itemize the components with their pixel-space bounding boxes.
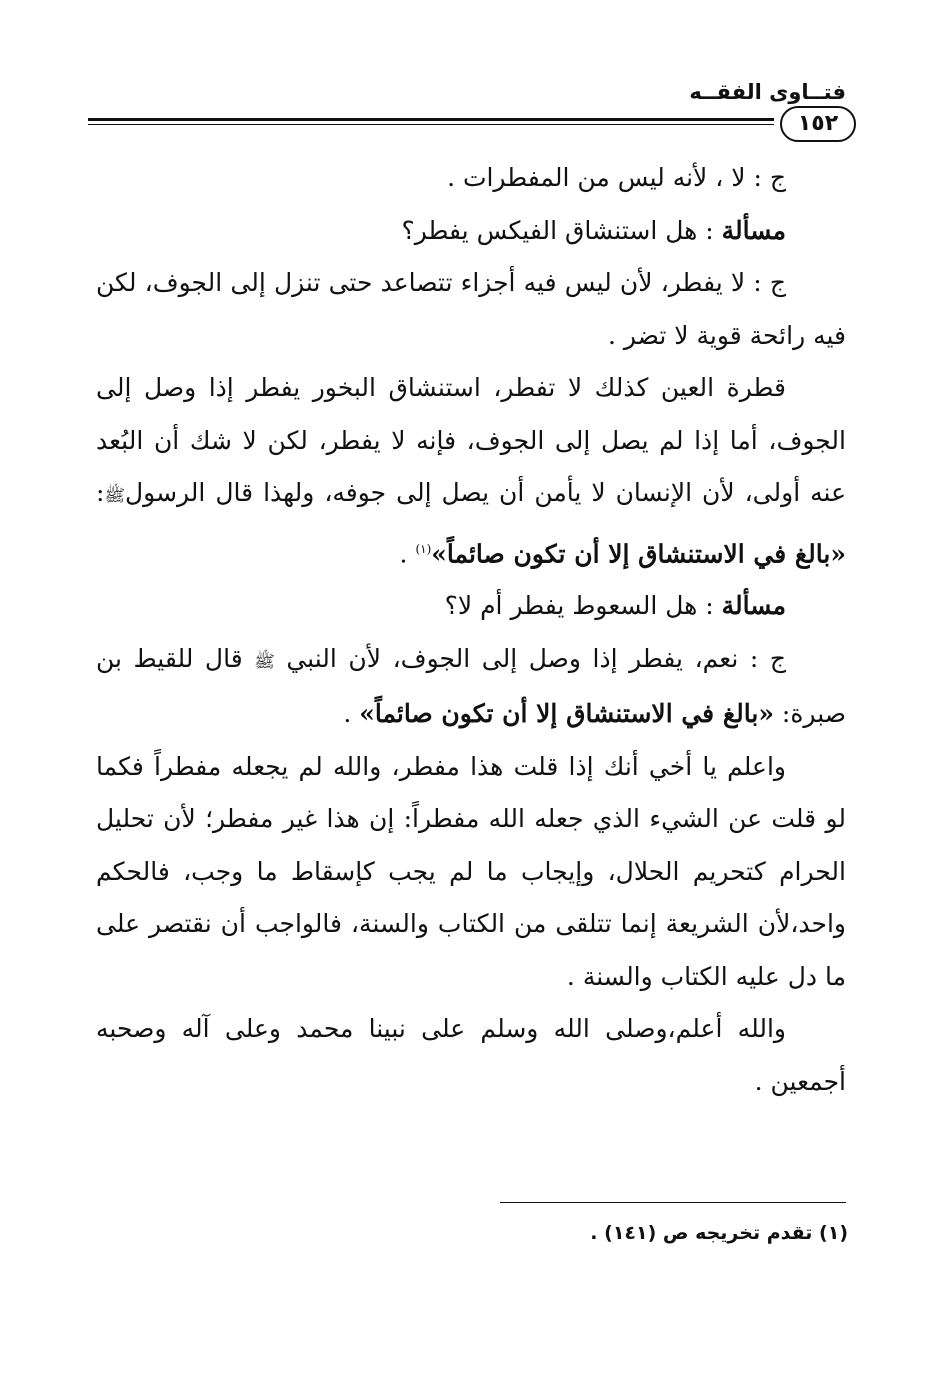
main-text [96,152,846,1108]
footnote-divider [500,1202,846,1203]
answer-text: ج : نعم، يفطر إذا وصل إلى الجوف، لأن النبي [274,643,786,673]
honorific-symbol: ﷺ [104,486,125,506]
explanation-paragraph: واعلم يا أخي أنك إذا قلت هذا مفطر، والله لم يجعله مفطراً فكما لو قلت عن الشيء الذي جعله الله مفطراً: إن هذا غير مفطر؛ لأن تحليل الحرام كتحريم الحلال، وإيجاب ما لم يجب كإسقاط ما وجب، فالحكم واحد،لأن الشريعة إنما تتلقى من الكتاب والسنة، فالواجب أن نقتصر على ما دل عليه الكتاب والسنة . [96,751,846,991]
question-paragraph-1 [96,205,846,258]
footnote-reference: (١) [415,541,432,556]
answer-paragraph-1: ج : لا ، لأنه ليس من المفطرات . [447,163,786,192]
answer-text-continued: قال للقيط بن صبرة: [96,643,846,729]
running-header-title: فتــاوى الفقــه [689,80,846,104]
question-paragraph-2 [96,580,846,633]
question-text: : هل استنشاق الفيكس يفطر؟ [401,215,722,245]
ruling-text: قطرة العين كذلك لا تفطر، استنشاق البخور يفطر إذا وصل إلى الجوف، أما إذا لم يصل إلى الجوف، فإنه لا يفطر، لكن لا شك أن البُعد عنه أولى، لأن الإنسان لا يأمن أن يصل إلى جوفه، ولهذا قال الرسول [96,373,846,507]
answer-paragraph-3 [96,633,846,741]
footnote: (١) تقدم تخريجه ص (١٤١) . [590,1222,848,1244]
answer-paragraph-2: ج : لا يفطر، لأن ليس فيه أجزاء تتصاعد حتى تنزل إلى الجوف، لكن فيه رائحة قوية لا تضر . [96,268,846,350]
honorific-symbol: ﷺ [254,651,275,672]
question-text: : هل السعوط يفطر أم لا؟ [444,591,722,621]
sentence-end: . [343,699,360,729]
question-label: مسألة [721,215,786,245]
closing-paragraph: والله أعلم،وصلى الله وسلم على نبينا محمد وعلى آله وصحبه أجمعين . [96,1014,846,1096]
colon: : [96,478,105,507]
header-rule-thin [88,124,774,125]
header-rule-thick [88,118,774,121]
sentence-end: . [399,538,416,568]
page-number-badge: ١٥٢ [780,106,856,142]
question-label: مسألة [721,591,786,621]
hadith-quote: «بالغ في الاستنشاق إلا أن تكون صائماً» [359,699,774,729]
hadith-quote: «بالغ في الاستنشاق إلا أن تكون صائماً» [431,538,846,568]
ruling-paragraph [96,362,846,580]
